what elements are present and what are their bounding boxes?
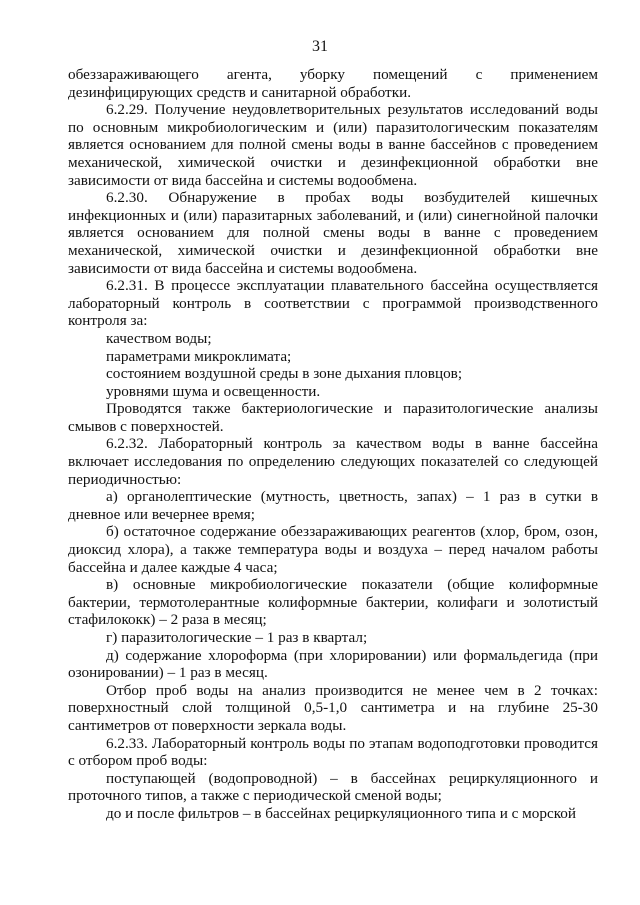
- paragraph-6-2-29: 6.2.29. Получение неудовлетворительных результатов исследований воды по основным микробиологическим и (или) паразитологическим показателям является основанием для полной смены воды в ванне бассейнов с проведением механической, химической очистки и дезинфекционной обработки вне зависимости от вида бассейна и системы водообмена.: [68, 101, 598, 189]
- list-item: состоянием воздушной среды в зоне дыхания пловцов;: [106, 365, 463, 383]
- sub-item-g: г) паразитологические – 1 раз в квартал;: [106, 629, 368, 646]
- list-item: уровнями шума и освещенности.: [106, 382, 321, 400]
- document-body: [68, 66, 598, 823]
- page-number: 31: [312, 38, 328, 55]
- paragraph-6-2-33: 6.2.33. Лабораторный контроль воды по этапам водоподготовки проводится с отбором проб воды:: [68, 734, 598, 770]
- list-item: поступающей (водопроводной) – в бассейнах рециркуляционного и проточного типов, а также с периодической сменой воды;: [68, 769, 598, 805]
- sub-item-b: б) остаточное содержание обеззараживающих реагентов (хлор, бром, озон, диоксид хлора), а также температура воды и воздуха – перед началом работы бассейна и далее каждые 4 часа;: [68, 523, 598, 576]
- sub-item-d: д) содержание хлороформа (при хлорировании) или формальдегида (при озонировании) – 1 раз в месяц.: [68, 646, 598, 682]
- list-item: параметрами микроклимата;: [106, 347, 292, 365]
- paragraph-6-2-30: 6.2.30. Обнаружение в пробах воды возбудителей кишечных инфекционных и (или) паразитарных заболеваний, и (или) синегнойной палочки является основанием для полной смены воды в ванне с проведением механической, химической очистки и дезинфекционной обработки вне зависимости от вида бассейна и системы водообмена.: [68, 189, 598, 277]
- paragraph-6-2-31: 6.2.31. В процессе эксплуатации плавательного бассейна осуществляется лабораторный контроль в соответствии с программой производственного контроля за:: [68, 277, 598, 330]
- list-item: до и после фильтров – в бассейнах рециркуляционного типа и с морской: [106, 804, 577, 822]
- paragraph-swabs: Проводятся также бактериологические и паразитологические анализы смывов с поверхностей.: [68, 400, 598, 435]
- paragraph-6-2-32: 6.2.32. Лабораторный контроль за качеством воды в ванне бассейна включает исследования по определению следующих показателей со следующей периодичностью:: [68, 435, 598, 488]
- sub-item-a: а) органолептические (мутность, цветность, запах) – 1 раз в сутки в дневное или вечернее время;: [68, 488, 598, 523]
- sub-item-v: в) основные микробиологические показатели (общие колиформные бактерии, термотолерантные колиформные бактерии, колифаги и золотистый стафилококк) – 2 раза в месяц;: [68, 576, 598, 629]
- list-item: качеством воды;: [106, 329, 212, 347]
- paragraph-continuation: обеззараживающего агента, уборку помещений с применением дезинфицирующих средств и санитарной обработки.: [68, 66, 598, 101]
- paragraph-sampling: Отбор проб воды на анализ производится не менее чем в 2 точках: поверхностный слой толщиной 0,5-1,0 сантиметра и на глубине 25-30 сантиметров от поверхности зеркала воды.: [68, 681, 598, 734]
